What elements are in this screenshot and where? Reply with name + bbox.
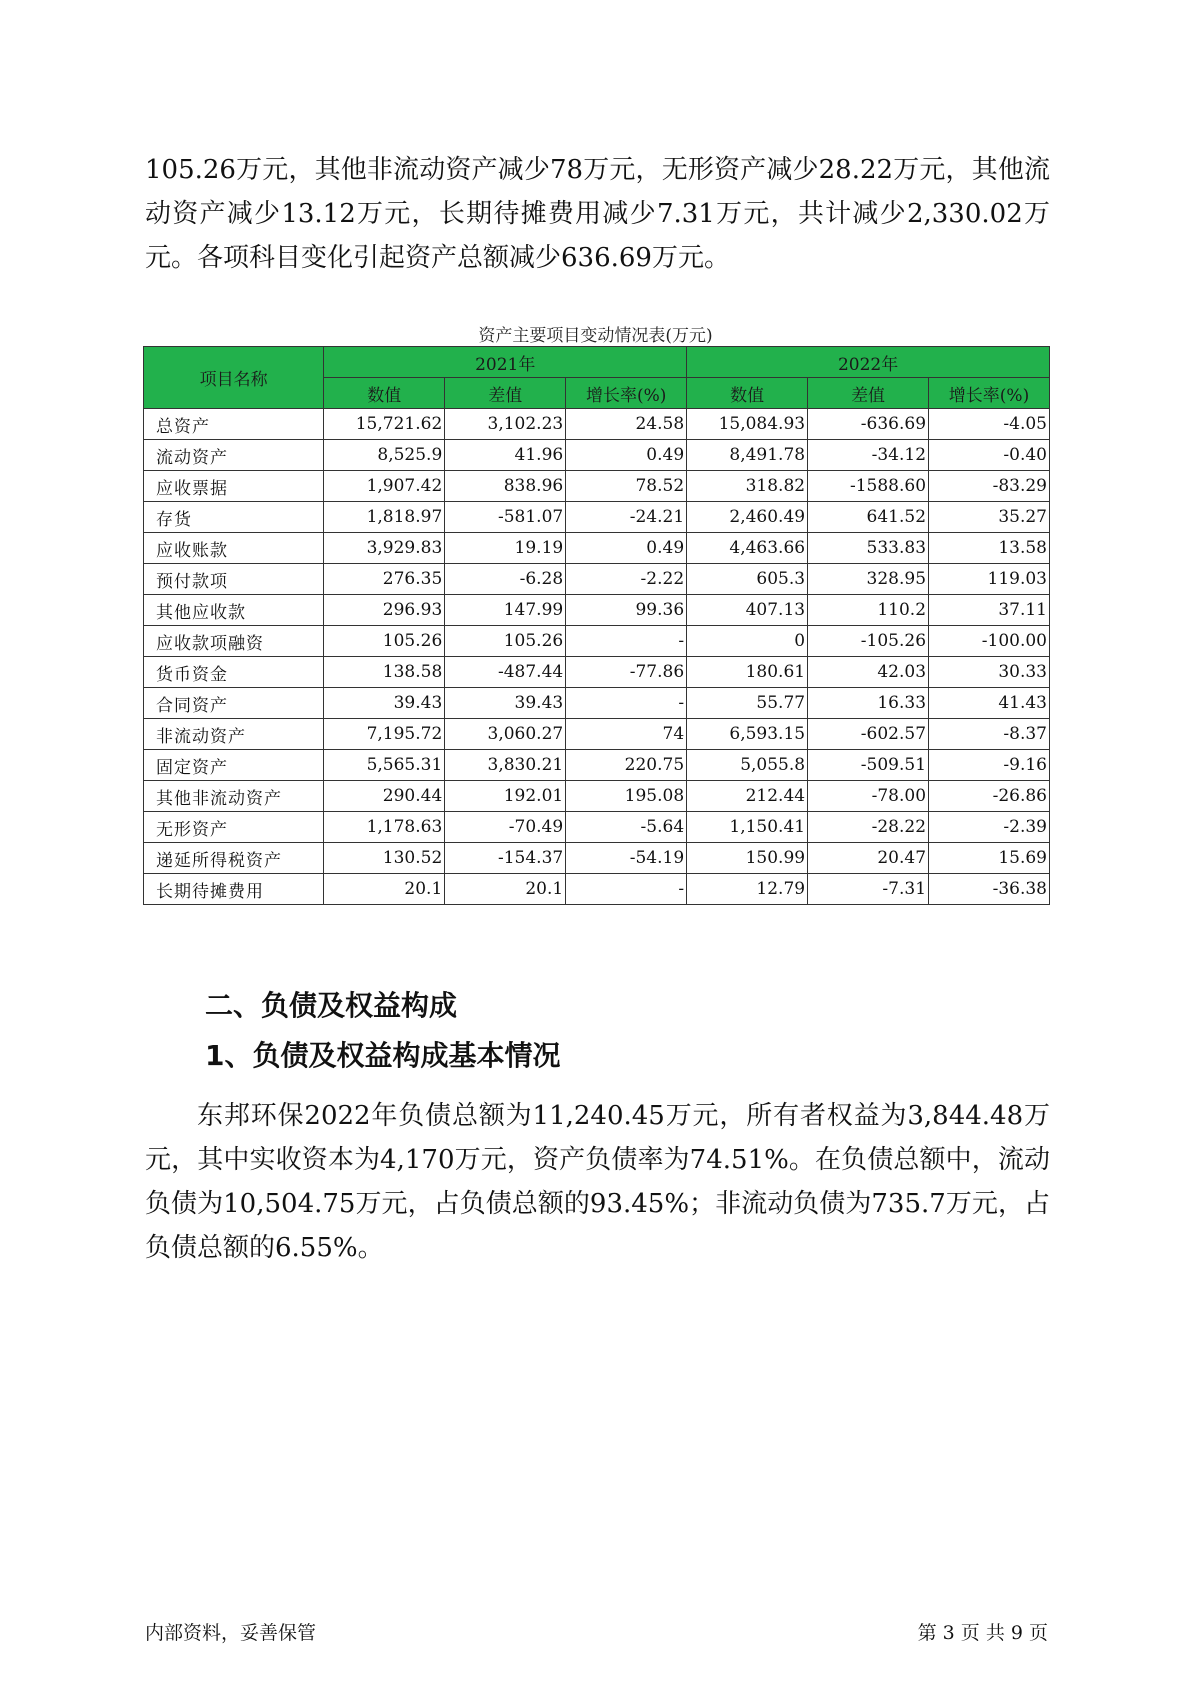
table-body — [144, 409, 1050, 905]
rate-2022-cell: -2.39 — [929, 812, 1050, 843]
value-2022-cell: 150.99 — [687, 843, 808, 874]
rate-2021-cell: - — [566, 688, 687, 719]
row-name-cell: 总资产 — [144, 409, 324, 440]
diff-2022-cell: 641.52 — [808, 502, 929, 533]
section-heading: 二、负债及权益构成 — [205, 989, 458, 1022]
body-paragraph: 东邦环保2022年负债总额为11,240.45万元，所有者权益为3,844.48万元，其中实收资本为4,170万元，资产负债率为74.51%。在负债总额中，流动负债为10,504.75万元，占负债总额的93.45%；非流动负债为735.7万元，占负债总额的6.55%。 — [145, 1101, 1050, 1263]
table-row — [144, 719, 1050, 750]
diff-2021-cell: -70.49 — [445, 812, 566, 843]
value-2022-cell: 5,055.8 — [687, 750, 808, 781]
diff-2022-cell: 20.47 — [808, 843, 929, 874]
table-row — [144, 657, 1050, 688]
value-2021-cell: 3,929.83 — [324, 533, 445, 564]
header-diff-2022: 差值 — [808, 378, 929, 409]
row-name-cell: 预付款项 — [144, 564, 324, 595]
value-2021-cell: 8,525.9 — [324, 440, 445, 471]
asset-change-table — [143, 346, 1050, 905]
row-name-cell: 应收账款 — [144, 533, 324, 564]
rate-2021-cell: 78.52 — [566, 471, 687, 502]
value-2022-cell: 2,460.49 — [687, 502, 808, 533]
header-year-2022: 2022年 — [687, 347, 1050, 378]
diff-2022-cell: 16.33 — [808, 688, 929, 719]
row-name-cell: 其他应收款 — [144, 595, 324, 626]
table-row — [144, 595, 1050, 626]
diff-2021-cell: 39.43 — [445, 688, 566, 719]
table-row — [144, 409, 1050, 440]
value-2021-cell: 7,195.72 — [324, 719, 445, 750]
value-2022-cell: 12.79 — [687, 874, 808, 905]
diff-2022-cell: -28.22 — [808, 812, 929, 843]
rate-2022-cell: 13.58 — [929, 533, 1050, 564]
diff-2022-cell: -7.31 — [808, 874, 929, 905]
diff-2021-cell: 41.96 — [445, 440, 566, 471]
value-2021-cell: 138.58 — [324, 657, 445, 688]
diff-2021-cell: 20.1 — [445, 874, 566, 905]
rate-2021-cell: -77.86 — [566, 657, 687, 688]
value-2021-cell: 1,907.42 — [324, 471, 445, 502]
row-name-cell: 货币资金 — [144, 657, 324, 688]
rate-2022-cell: -8.37 — [929, 719, 1050, 750]
diff-2021-cell: 3,060.27 — [445, 719, 566, 750]
table-row — [144, 533, 1050, 564]
header-value-2022: 数值 — [687, 378, 808, 409]
row-name-cell: 其他非流动资产 — [144, 781, 324, 812]
table-row — [144, 502, 1050, 533]
diff-2022-cell: -78.00 — [808, 781, 929, 812]
row-name-cell: 递延所得税资产 — [144, 843, 324, 874]
rate-2022-cell: -0.40 — [929, 440, 1050, 471]
diff-2022-cell: 533.83 — [808, 533, 929, 564]
diff-2022-cell: -509.51 — [808, 750, 929, 781]
table-row — [144, 781, 1050, 812]
table-row — [144, 440, 1050, 471]
diff-2021-cell: 192.01 — [445, 781, 566, 812]
diff-2022-cell: -602.57 — [808, 719, 929, 750]
value-2022-cell: 55.77 — [687, 688, 808, 719]
row-name-cell: 合同资产 — [144, 688, 324, 719]
value-2021-cell: 290.44 — [324, 781, 445, 812]
table-row — [144, 843, 1050, 874]
value-2022-cell: 407.13 — [687, 595, 808, 626]
value-2021-cell: 1,178.63 — [324, 812, 445, 843]
value-2022-cell: 15,084.93 — [687, 409, 808, 440]
value-2021-cell: 296.93 — [324, 595, 445, 626]
value-2022-cell: 4,463.66 — [687, 533, 808, 564]
rate-2021-cell: -54.19 — [566, 843, 687, 874]
header-diff-2021: 差值 — [445, 378, 566, 409]
table-row — [144, 471, 1050, 502]
rate-2022-cell: -83.29 — [929, 471, 1050, 502]
row-name-cell: 无形资产 — [144, 812, 324, 843]
row-name-cell: 非流动资产 — [144, 719, 324, 750]
diff-2022-cell: 110.2 — [808, 595, 929, 626]
diff-2021-cell: 19.19 — [445, 533, 566, 564]
diff-2021-cell: -581.07 — [445, 502, 566, 533]
table-row — [144, 626, 1050, 657]
rate-2022-cell: 41.43 — [929, 688, 1050, 719]
diff-2022-cell: -34.12 — [808, 440, 929, 471]
header-value-2021: 数值 — [324, 378, 445, 409]
value-2022-cell: 6,593.15 — [687, 719, 808, 750]
value-2021-cell: 5,565.31 — [324, 750, 445, 781]
footer-confidential-note: 内部资料，妥善保管 — [145, 1622, 317, 1644]
value-2022-cell: 180.61 — [687, 657, 808, 688]
table-row — [144, 874, 1050, 905]
diff-2021-cell: 838.96 — [445, 471, 566, 502]
rate-2022-cell: 35.27 — [929, 502, 1050, 533]
row-name-cell: 存货 — [144, 502, 324, 533]
diff-2022-cell: -636.69 — [808, 409, 929, 440]
value-2021-cell: 20.1 — [324, 874, 445, 905]
rate-2022-cell: -100.00 — [929, 626, 1050, 657]
rate-2021-cell: 0.49 — [566, 440, 687, 471]
diff-2022-cell: 328.95 — [808, 564, 929, 595]
value-2022-cell: 0 — [687, 626, 808, 657]
rate-2021-cell: - — [566, 874, 687, 905]
value-2021-cell: 39.43 — [324, 688, 445, 719]
row-name-cell: 应收票据 — [144, 471, 324, 502]
row-name-cell: 固定资产 — [144, 750, 324, 781]
diff-2022-cell: -1588.60 — [808, 471, 929, 502]
diff-2022-cell: 42.03 — [808, 657, 929, 688]
diff-2021-cell: 3,102.23 — [445, 409, 566, 440]
header-year-2021: 2021年 — [324, 347, 687, 378]
value-2021-cell: 276.35 — [324, 564, 445, 595]
rate-2022-cell: 30.33 — [929, 657, 1050, 688]
table-row — [144, 688, 1050, 719]
diff-2022-cell: -105.26 — [808, 626, 929, 657]
sub-heading: 1、负债及权益构成基本情况 — [205, 1039, 561, 1072]
diff-2021-cell: -154.37 — [445, 843, 566, 874]
value-2022-cell: 212.44 — [687, 781, 808, 812]
header-item-name: 项目名称 — [144, 347, 324, 409]
table-caption: 资产主要项目变动情况表(万元) — [478, 326, 713, 346]
rate-2021-cell: 24.58 — [566, 409, 687, 440]
value-2021-cell: 105.26 — [324, 626, 445, 657]
diff-2021-cell: 105.26 — [445, 626, 566, 657]
rate-2022-cell: 15.69 — [929, 843, 1050, 874]
rate-2021-cell: -5.64 — [566, 812, 687, 843]
value-2021-cell: 15,721.62 — [324, 409, 445, 440]
value-2022-cell: 605.3 — [687, 564, 808, 595]
diff-2021-cell: -487.44 — [445, 657, 566, 688]
rate-2021-cell: - — [566, 626, 687, 657]
rate-2021-cell: 220.75 — [566, 750, 687, 781]
diff-2021-cell: -6.28 — [445, 564, 566, 595]
value-2021-cell: 1,818.97 — [324, 502, 445, 533]
row-name-cell: 长期待摊费用 — [144, 874, 324, 905]
table-row — [144, 564, 1050, 595]
value-2022-cell: 318.82 — [687, 471, 808, 502]
intro-paragraph: 105.26万元，其他非流动资产减少78万元，无形资产减少28.22万元，其他流动资产减少13.12万元，长期待摊费用减少7.31万元，共计减少2,330.02万元。各项科目变化引起资产总额减少636.69万元。 — [145, 155, 1050, 273]
footer-page-number: 第 3 页 共 9 页 — [917, 1622, 1048, 1644]
rate-2022-cell: -36.38 — [929, 874, 1050, 905]
rate-2022-cell: -9.16 — [929, 750, 1050, 781]
header-rate-2022: 增长率(%) — [929, 378, 1050, 409]
rate-2021-cell: -24.21 — [566, 502, 687, 533]
rate-2021-cell: -2.22 — [566, 564, 687, 595]
value-2021-cell: 130.52 — [324, 843, 445, 874]
rate-2022-cell: -4.05 — [929, 409, 1050, 440]
header-rate-2021: 增长率(%) — [566, 378, 687, 409]
row-name-cell: 应收款项融资 — [144, 626, 324, 657]
table-row — [144, 750, 1050, 781]
row-name-cell: 流动资产 — [144, 440, 324, 471]
rate-2021-cell: 0.49 — [566, 533, 687, 564]
table-row — [144, 812, 1050, 843]
rate-2022-cell: 119.03 — [929, 564, 1050, 595]
diff-2021-cell: 147.99 — [445, 595, 566, 626]
rate-2022-cell: -26.86 — [929, 781, 1050, 812]
rate-2021-cell: 74 — [566, 719, 687, 750]
value-2022-cell: 1,150.41 — [687, 812, 808, 843]
rate-2021-cell: 195.08 — [566, 781, 687, 812]
rate-2022-cell: 37.11 — [929, 595, 1050, 626]
rate-2021-cell: 99.36 — [566, 595, 687, 626]
value-2022-cell: 8,491.78 — [687, 440, 808, 471]
diff-2021-cell: 3,830.21 — [445, 750, 566, 781]
